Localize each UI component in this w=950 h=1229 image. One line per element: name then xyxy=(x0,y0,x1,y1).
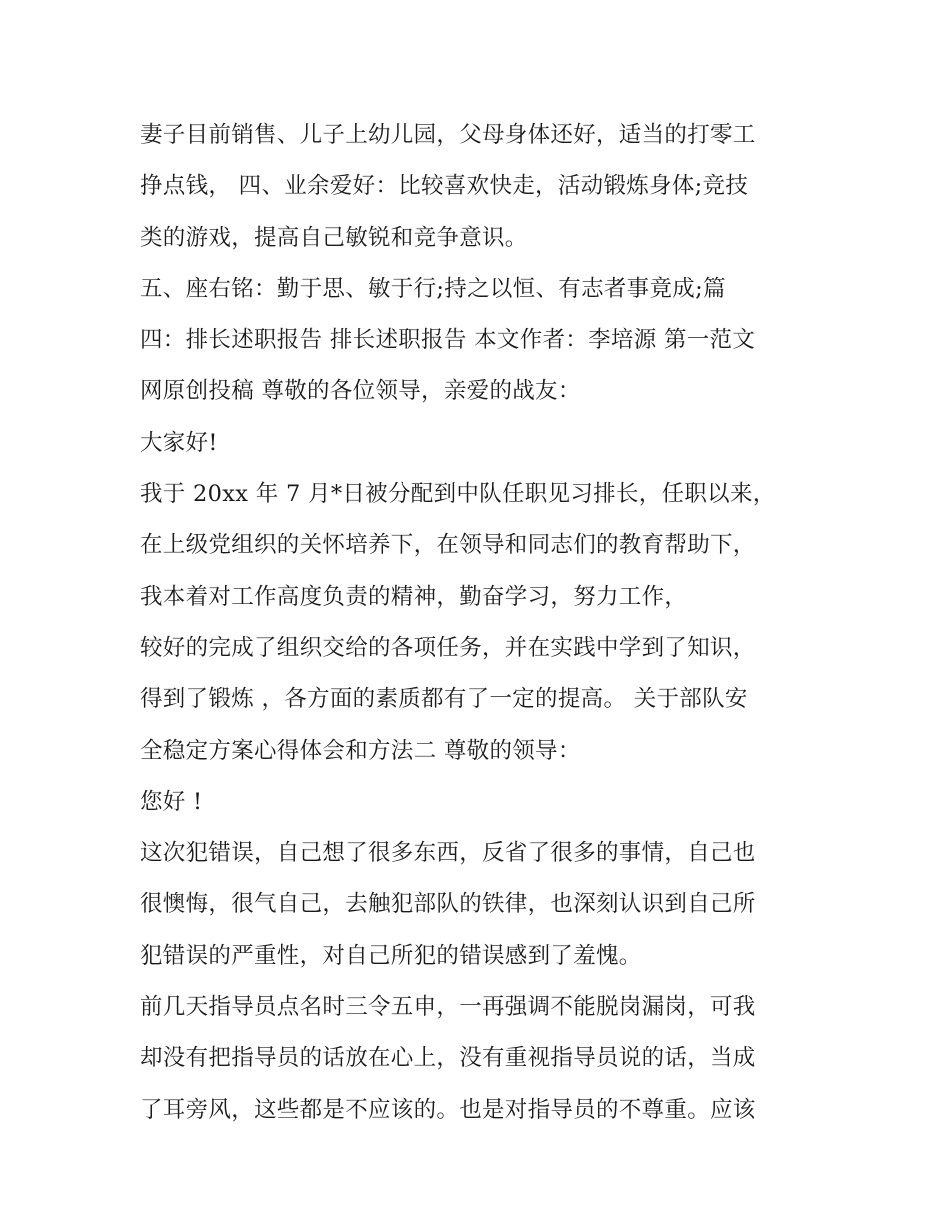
text-line: 前几天指导员点名时三令五申，一再强调不能脱岗漏岗，可我 xyxy=(140,994,756,1021)
text-line: 了耳旁风，这些都是不应该的。也是对指导员的不尊重。应该 xyxy=(140,1096,756,1123)
text-line: 这次犯错误，自己想了很多东西，反省了很多的事情，自己也 xyxy=(140,840,756,867)
text-line: 妻子目前销售、儿子上幼儿园，父母身体还好，适当的打零工 xyxy=(140,122,756,148)
text-line: 全稳定方案心得体会和方法二 尊敬的领导： xyxy=(140,737,581,764)
text-line: 得到了锻炼 ，各方面的素质都有了一定的提高。 关于部队安 xyxy=(140,686,748,713)
document-body xyxy=(140,110,820,1136)
text-line: 在上级党组织的关怀培养下，在领导和同志们的教育帮助下， xyxy=(140,532,756,559)
text-line: 大家好! xyxy=(140,429,218,456)
text-line: 您好 ! xyxy=(140,788,203,815)
text-line: 我本着对工作高度负责的精神，勤奋学习，努力工作， xyxy=(140,583,688,610)
text-line: 四：排长述职报告 排长述职报告 本文作者：李培源 第一范文 xyxy=(140,327,756,354)
text-line: 五、座右铭：勤于思、敏于行;持之以恒、有志者事竟成;篇 xyxy=(140,275,726,302)
text-line: 我于 20xx 年 7 月*日被分配到中队任职见习排长，任职以来， xyxy=(140,481,776,508)
text-line: 很懊悔，很气自己，去触犯部队的铁律，也深刻认识到自己所 xyxy=(140,891,756,918)
text-line: 犯错误的严重性，对自己所犯的错误感到了羞愧。 xyxy=(140,942,642,969)
text-line: 较好的完成了组织交给的各项任务，并在实践中学到了知识， xyxy=(140,634,756,661)
text-line: 网原创投稿 尊敬的各位领导，亲爱的战友： xyxy=(140,378,581,405)
text-line: 挣点钱， 四、业余爱好：比较喜欢快走，活动锻炼身体;竞技 xyxy=(140,173,749,200)
text-line: 却没有把指导员的话放在心上，没有重视指导员说的话，当成 xyxy=(140,1045,756,1072)
text-line: 类的游戏，提高自己敏锐和竞争意识。 xyxy=(140,224,528,251)
